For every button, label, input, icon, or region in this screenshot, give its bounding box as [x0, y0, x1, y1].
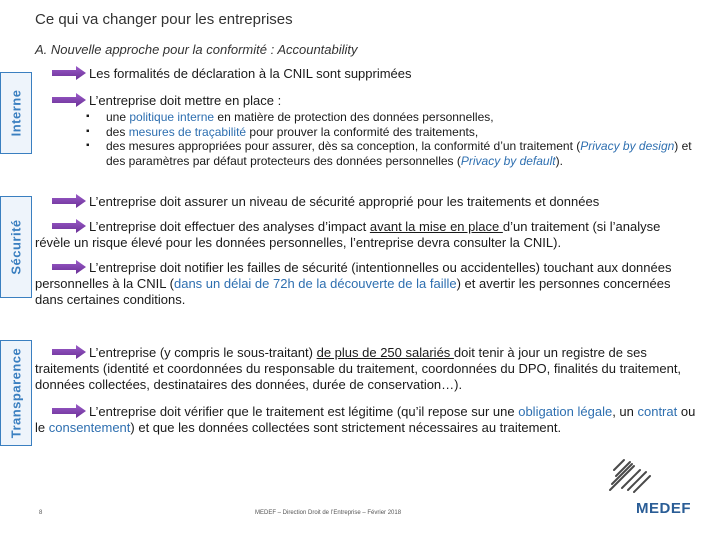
list-item: ▪ des mesures de traçabilité pour prouver la conformité des traitements, [86, 125, 698, 140]
footer-text: MEDEF – Direction Droit de l’Entreprise – Février 2018 [255, 510, 402, 516]
interne-paragraph-2: L’entreprise doit mettre en place : [89, 93, 282, 108]
transparence-paragraph-2: L’entreprise doit vérifier que le traitement est légitime (qu’il repose sur une obligation légale, un contrat ou le consentement) et que les données collectées sont strictement nécessaires au traitement. [35, 404, 696, 435]
interne-bullet-list [86, 110, 698, 168]
sidebar-label-interne: Interne [0, 72, 32, 154]
securite-paragraph-1: L’entreprise doit assurer un niveau de sécurité approprié pour les traitements et données [89, 194, 600, 209]
sidebar-label-securite: Sécurité [0, 196, 32, 298]
arrow-right-icon [52, 93, 86, 107]
arrow-right-icon [52, 194, 86, 208]
list-item: ▪ des mesures appropriées pour assurer, dès sa conception, la conformité d’un traitement (Privacy by design) et des paramètres par défaut protecteurs des données personnelles (Privacy by default). [86, 139, 698, 168]
page-title: Ce qui va changer pour les entreprises [35, 11, 293, 28]
transparence-paragraph-1: L’entreprise (y compris le sous-traitant) de plus de 250 salariés doit tenir à jour un registre de ses traitements (identité et coordonnées du responsable du traitement, coordonnées du DPO, finalités du traitement, données collectées, destinataires des données, durée de conservation…). [35, 345, 682, 392]
interne-paragraph-1: Les formalités de déclaration à la CNIL sont supprimées [89, 66, 412, 81]
securite-paragraph-3: L’entreprise doit notifier les failles de sécurité (intentionnelles ou accidentelles) touchant aux données personnelles à la CNIL (dans un délai de 72h de la découverte de la faille) et avertir les personnes concernées dans certaines conditions. [35, 260, 672, 307]
sidebar-label-transparence: Transparence [0, 340, 32, 446]
list-item: ▪ une politique interne en matière de protection des données personnelles, [86, 110, 698, 125]
arrow-right-icon [52, 66, 86, 80]
section-subtitle: A. Nouvelle approche pour la conformité : Accountability [35, 42, 358, 57]
securite-paragraph-2: L’entreprise doit effectuer des analyses d’impact avant la mise en place d’un traitement (si l’analyse révèle un risque élevé pour les données personnelles, l’entreprise devra consulter la CNIL). [35, 219, 661, 250]
medef-logo-text: MEDEF [636, 500, 691, 517]
page-number: 8 [39, 510, 43, 516]
